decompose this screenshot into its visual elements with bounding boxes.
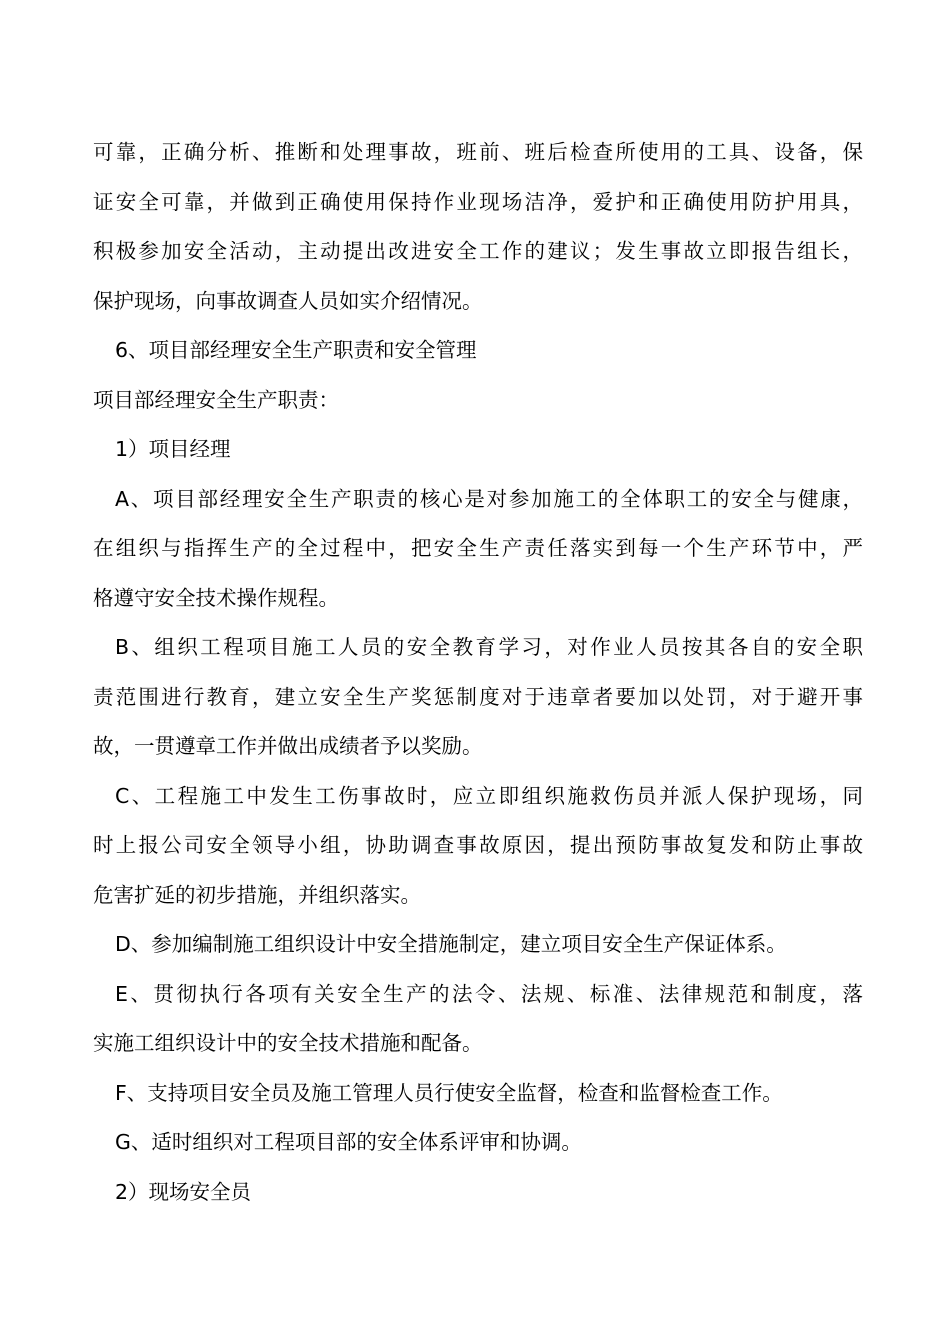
text-line: 可靠，正确分析、推断和处理事故，班前、班后检查所使用的工具、设备，保 [93, 140, 863, 164]
list-item: F、支持项目安全员及施工管理人员行使安全监督，检查和监督检查工作。 [115, 1080, 783, 1105]
text-line: 责范围进行教育，建立安全生产奖惩制度对于违章者要加以处罚，对于避开事 [93, 684, 863, 709]
list-item: C、工程施工中发生工伤事故时，应立即组织施救伤员并派人保护现场，同 [115, 783, 863, 808]
list-item: D、参加编制施工组织设计中安全措施制定，建立项目安全生产保证体系。 [115, 932, 787, 956]
list-item: A、项目部经理安全生产职责的核心是对参加施工的全体职工的安全与健康， [115, 486, 863, 511]
text-line: 积极参加安全活动，主动提出改进安全工作的建议；发生事故立即报告组长， [93, 239, 863, 263]
text-line: 格遵守安全技术操作规程。 [93, 585, 339, 610]
text-line: 保护现场，向事故调查人员如实介绍情况。 [93, 288, 483, 313]
text-line: 在组织与指挥生产的全过程中，把安全生产责任落实到每一个生产环节中，严 [93, 536, 863, 560]
section-heading: 6、项目部经理安全生产职责和安全管理 [115, 338, 477, 362]
text-line: 实施工组织设计中的安全技术措施和配备。 [93, 1031, 483, 1055]
subsection-heading: 1）项目经理 [115, 437, 231, 461]
text-line: 危害扩延的初步措施，并组织落实。 [93, 882, 421, 907]
text-line: 项目部经理安全生产职责： [93, 387, 339, 412]
subsection-heading: 2）现场安全员 [115, 1179, 252, 1204]
document-body [93, 128, 863, 1217]
list-item: E、贯彻执行各项有关安全生产的法令、法规、标准、法律规范和制度，落 [115, 981, 863, 1006]
list-item: G、适时组织对工程项目部的安全体系评审和协调。 [115, 1130, 582, 1154]
list-item: B、组织工程项目施工人员的安全教育学习，对作业人员按其各自的安全职 [115, 635, 863, 659]
text-line: 证安全可靠，并做到正确使用保持作业现场洁净，爱护和正确使用防护用具， [93, 189, 863, 214]
text-line: 时上报公司安全领导小组，协助调查事故原因，提出预防事故复发和防止事故 [93, 833, 863, 857]
text-line: 故，一贯遵章工作并做出成绩者予以奖励。 [93, 734, 483, 758]
